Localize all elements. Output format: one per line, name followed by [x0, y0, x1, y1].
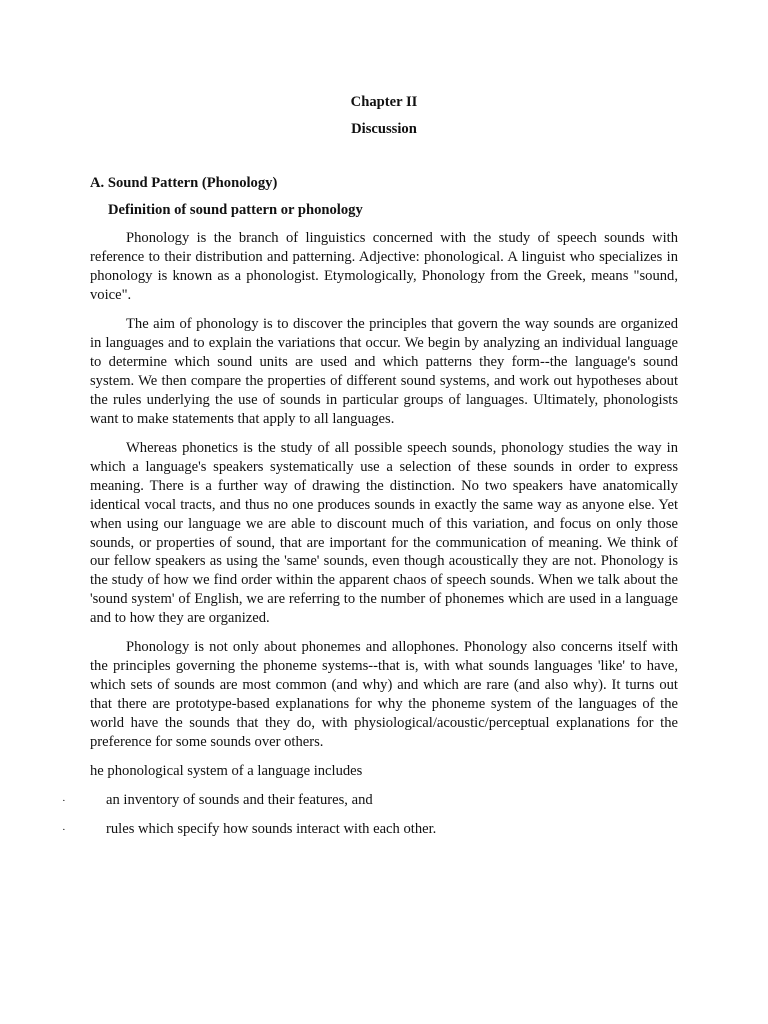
section-title: Discussion: [351, 121, 417, 137]
chapter-title: Chapter II: [350, 94, 418, 110]
paragraph-3: Whereas phonetics is the study of all possible speech sounds, phonology studies the way in which a language's speakers systematically use a selection of these sounds in order to express meaning. There is a further way of drawing the distinction. No two speakers have anatomically identical vocal tracts, and thus no one produces sounds in exactly the same way as anyone else. Yet when using our language we are able to discount much of this variation, and focus on only those sounds, or properties of sound, that are important for the communication of meaning. We think of our fellow speakers as using the 'same' sounds, even though acoustically they are not. Phonology is the study of how we find order within the apparent chaos of speech sounds. When we talk about the 'sound system' of English, we are referring to the number of phonemes which are used in a language and to how they are organized.: [90, 440, 678, 627]
bullet-icon: ·: [62, 795, 66, 807]
list-item-text: rules which specify how sounds interact with each other.: [106, 821, 437, 837]
bullet-icon: ·: [62, 824, 66, 836]
paragraph-2: The aim of phonology is to discover the principles that govern the way sounds are organized in languages and to explain the variations that occur. We begin by analyzing an individual language to determine which sound units are used and which patterns they form--the language's sound system. We then compare the properties of different sound systems, and work out hypotheses about the rules underlying the use of sounds in particular groups of languages. Ultimately, phonologists want to make statements that apply to all languages.: [90, 316, 678, 427]
list-item: [62, 821, 436, 838]
section-heading-a: A. Sound Pattern (Phonology): [90, 175, 278, 191]
list-intro: he phonological system of a language includes: [90, 763, 363, 779]
paragraph-1: Phonology is the branch of linguistics concerned with the study of speech sounds with reference to their distribution and patterning. Adjective: phonological. A linguist who specializes in phonology is known as a phonologist. Etymologically, Phonology from the Greek, means "sound, voice".: [90, 230, 678, 303]
subheading-definition: Definition of sound pattern or phonology: [108, 202, 363, 218]
list-item: [62, 792, 373, 809]
list-item-text: an inventory of sounds and their features, and: [106, 792, 373, 808]
paragraph-4: Phonology is not only about phonemes and allophones. Phonology also concerns itself with the principles governing the phoneme systems--that is, with what sounds languages 'like' to have, which sets of sounds are most common (and why) and which are rare (and also why). It turns out that there are prototype-based explanations for why the phoneme system of the languages of the world have the sounds that they do, with physiological/acoustic/perceptual explanations for the preference for some sounds over others.: [90, 639, 678, 750]
